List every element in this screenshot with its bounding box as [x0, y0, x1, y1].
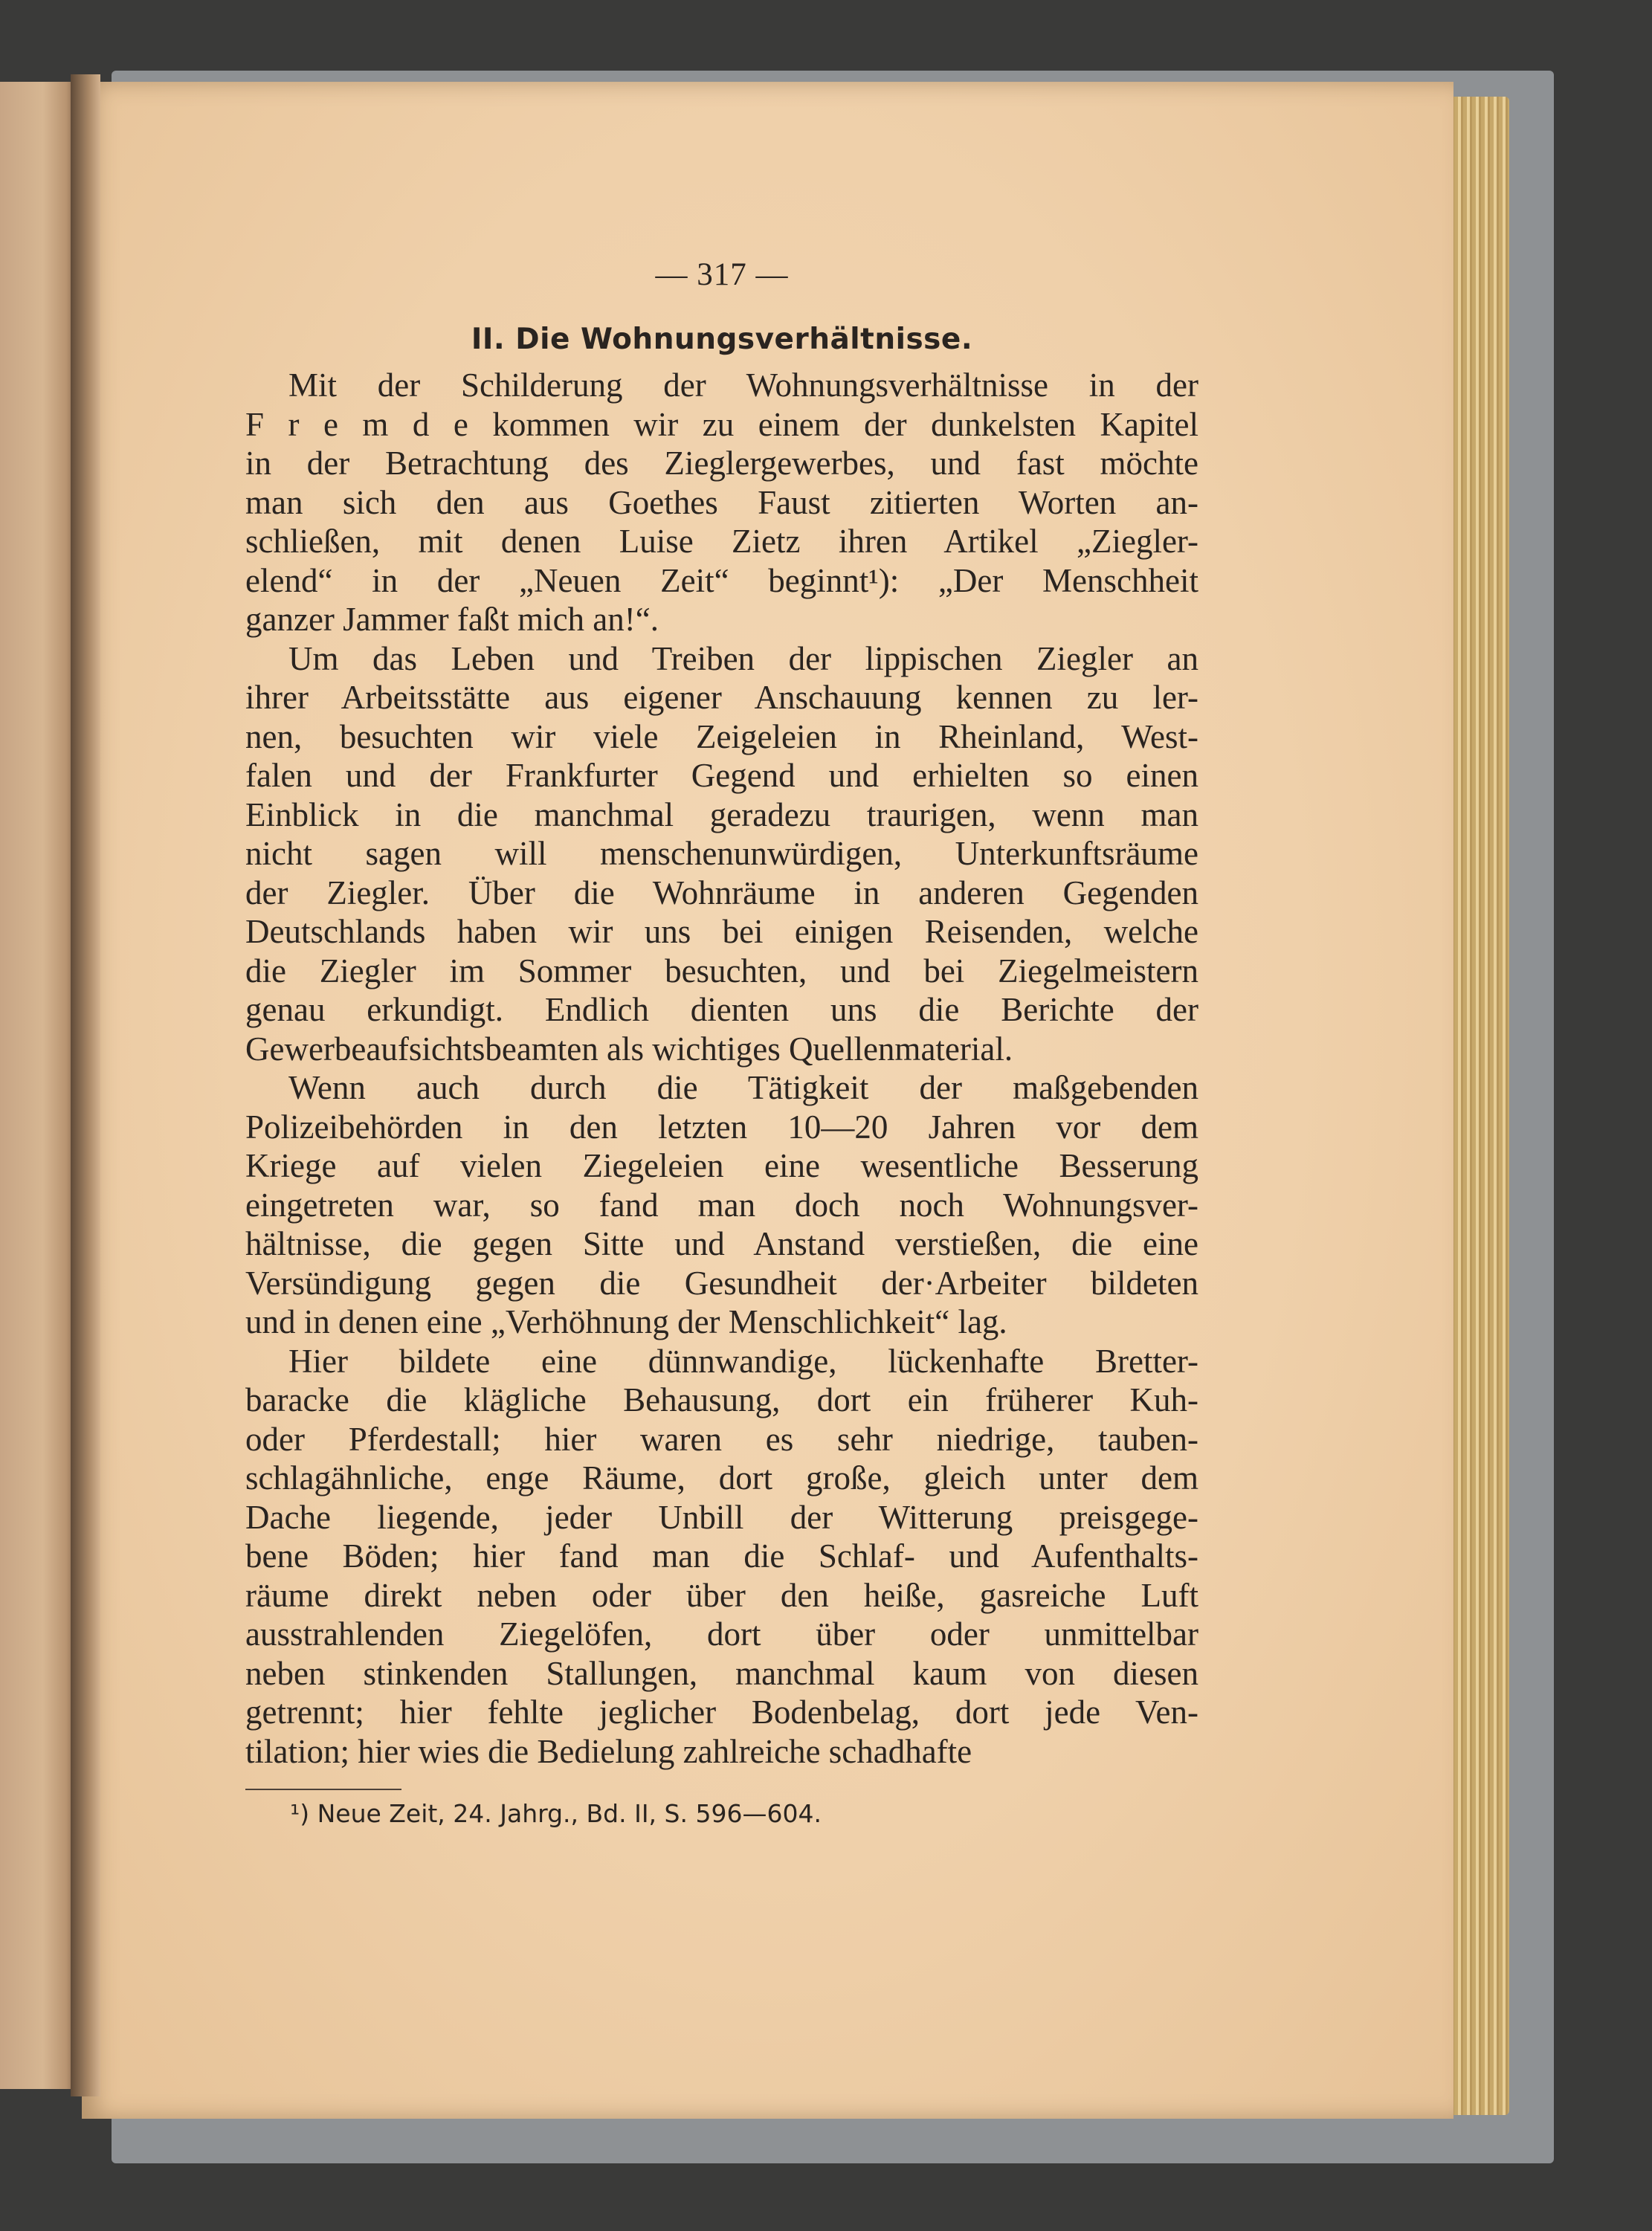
text-line: neben stinkenden Stallungen, manchmal kaum von diesen — [245, 1654, 1198, 1692]
text-line: oder Pferdestall; hier waren es sehr niedrige, tauben- — [245, 1420, 1198, 1458]
text-line: tilation; hier wies die Bedielung zahlreiche schadhafte — [245, 1732, 972, 1770]
text-line: schlagähnliche, enge Räume, dort große, gleich unter dem — [245, 1459, 1198, 1497]
text-line: baracke die klägliche Behausung, dort ein früherer Kuh- — [245, 1381, 1198, 1418]
text-line: Wenn auch durch die Tätigkeit der maßgebenden — [288, 1069, 1198, 1106]
text-line: Um das Leben und Treiben der lippischen Ziegler an — [288, 639, 1198, 677]
text-line: in der Betrachtung des Zieglergewerbes, und fast möchte — [245, 445, 1198, 482]
text-line: Deutschlands haben wir uns bei einigen Reisenden, welche — [245, 913, 1198, 950]
text-line: die Ziegler im Sommer besuchten, und bei Ziegelmeistern — [245, 952, 1198, 989]
text-line: man sich den aus Goethes Faust zitierten Worten an- — [245, 483, 1198, 521]
text-line: Versündigung gegen die Gesundheit der·Arbeiter bildeten — [245, 1264, 1198, 1302]
paragraph — [245, 639, 1198, 1069]
text-line: ihrer Arbeitsstätte aus eigener Anschauung kennen zu ler- — [245, 679, 1198, 716]
text-line: falen und der Frankfurter Gegend und erhielten so einen — [245, 757, 1198, 794]
section-heading: II. Die Wohnungsverhältnisse. — [471, 323, 973, 356]
text-line: Gewerbeaufsichtsbeamten als wichtiges Quellenmaterial. — [245, 1030, 1013, 1068]
gutter-shadow — [71, 74, 100, 2096]
text-line: nen, besuchten wir viele Zeigeleien in Rheinland, West- — [245, 717, 1198, 755]
text-line: ganzer Jammer faßt mich an!“. — [245, 601, 659, 638]
text-line: der Ziegler. Über die Wohnräume in anderen Gegenden — [245, 874, 1198, 911]
text-line: F r e m d e kommen wir zu einem der dunkelsten Kapitel — [245, 405, 1198, 443]
text-line: genau erkundigt. Endlich dienten uns die Berichte der — [245, 991, 1198, 1028]
left-page — [0, 82, 78, 2089]
footnote: ¹) Neue Zeit, 24. Jahrg., Bd. II, S. 596—604. — [290, 1799, 822, 1828]
text-line: elend“ in der „Neuen Zeit“ beginnt¹): „Der Menschheit — [245, 561, 1198, 599]
text-line: ausstrahlenden Ziegelöfen, dort über oder unmittelbar — [245, 1615, 1198, 1653]
paragraph — [245, 1342, 1198, 1772]
text-line: Polizeibehörden in den letzten 10—20 Jahren vor dem — [245, 1108, 1198, 1146]
page-number: — 317 — — [655, 257, 789, 292]
text-block — [245, 253, 1198, 1829]
text-line: getrennt; hier fehlte jeglicher Bodenbelag, dort jede Ven- — [245, 1694, 1198, 1731]
paragraph — [245, 366, 1198, 639]
text-line: Kriege auf vielen Ziegeleien eine wesentliche Besserung — [245, 1147, 1198, 1184]
text-line: bene Böden; hier fand man die Schlaf- und Aufenthalts- — [245, 1537, 1198, 1575]
text-line: Dache liegende, jeder Unbill der Witterung preisgege- — [245, 1498, 1198, 1536]
footnote-divider — [245, 1789, 401, 1790]
text-line: und in denen eine „Verhöhnung der Menschlichkeit“ lag. — [245, 1303, 1007, 1340]
book-page — [82, 82, 1453, 2119]
text-line: Mit der Schilderung der Wohnungsverhältnisse in der — [288, 367, 1198, 404]
text-line: hältnisse, die gegen Sitte und Anstand verstießen, die eine — [245, 1225, 1198, 1262]
paragraph — [245, 1068, 1198, 1342]
text-line: schließen, mit denen Luise Zietz ihren Artikel „Ziegler- — [245, 523, 1198, 560]
text-line: eingetreten war, so fand man doch noch Wohnungsver- — [245, 1186, 1198, 1224]
text-line: Einblick in die manchmal geradezu traurigen, wenn man — [245, 795, 1198, 833]
body-text — [245, 366, 1198, 1771]
text-line: nicht sagen will menschenunwürdigen, Unterkunftsräume — [245, 835, 1198, 872]
text-line: Hier bildete eine dünnwandige, lückenhafte Bretter- — [288, 1342, 1198, 1380]
text-line: räume direkt neben oder über den heiße, gasreiche Luft — [245, 1576, 1198, 1614]
